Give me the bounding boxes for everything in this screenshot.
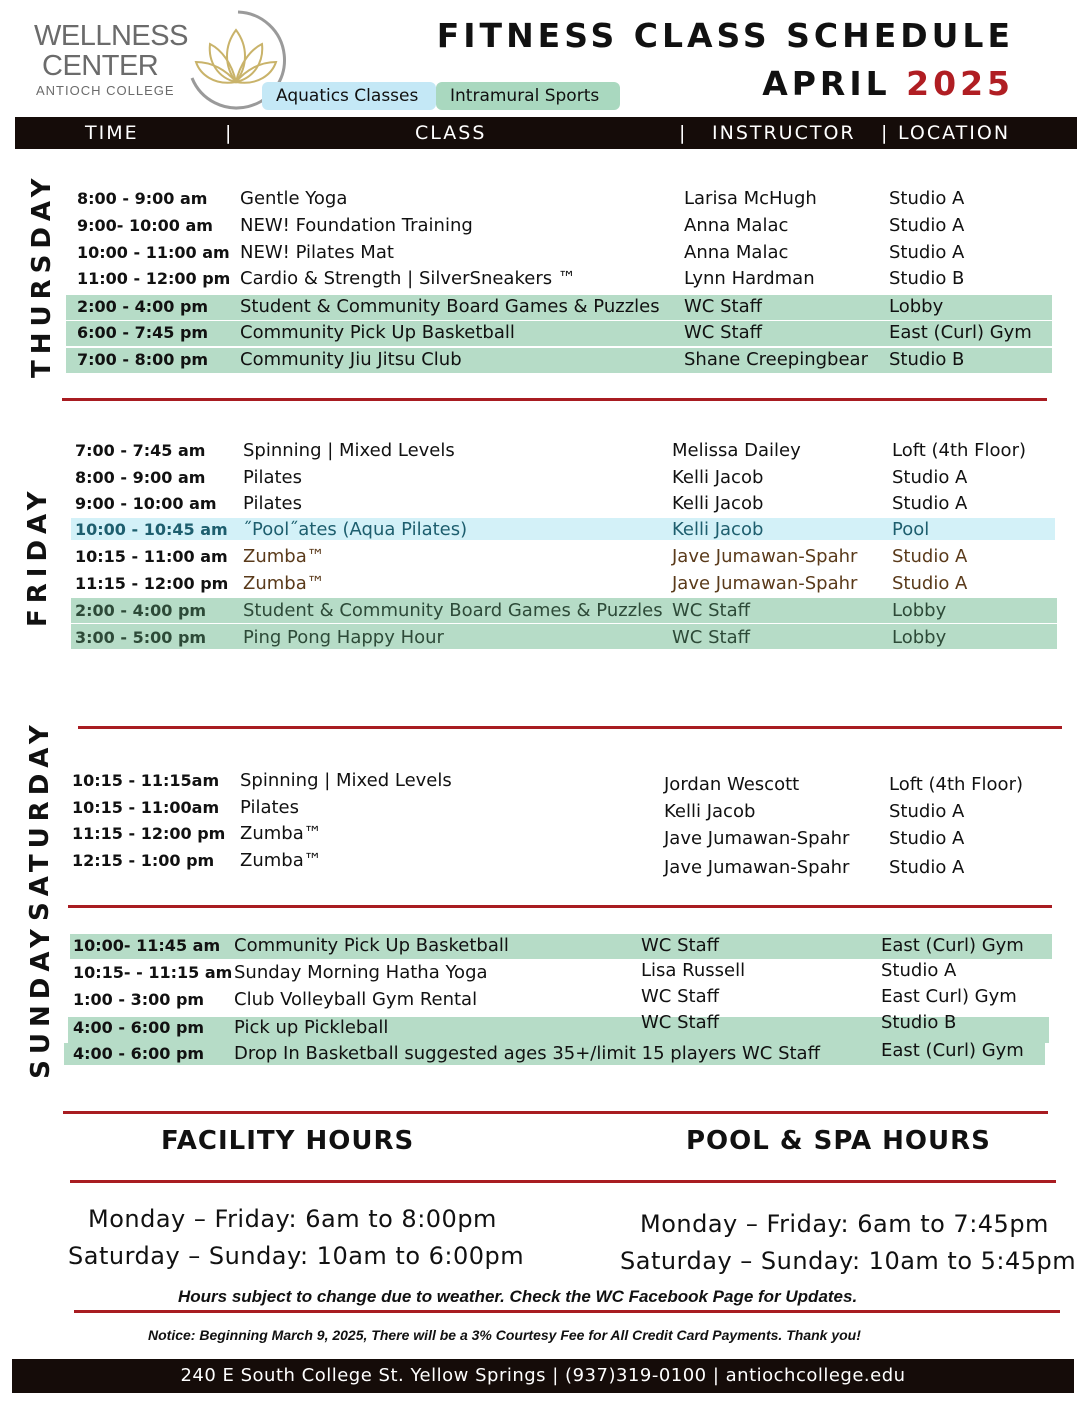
schedule-row xyxy=(0,598,1088,624)
month-label: APRIL xyxy=(762,64,891,103)
col-sep-3: | xyxy=(881,122,890,144)
footer-contact-bar: 240 E South College St. Yellow Springs | (937)319-0100 | antiochcollege.edu xyxy=(12,1359,1074,1393)
row-instructor: Jave Jumawan-Spahr xyxy=(672,573,858,594)
row-time: 3:00 - 5:00 pm xyxy=(75,628,207,647)
row-time: 7:00 - 8:00 pm xyxy=(77,350,209,369)
row-location: Studio B xyxy=(889,349,965,370)
row-time: 4:00 - 6:00 pm xyxy=(73,1044,205,1063)
pool-hours-heading: POOL & SPA HOURS xyxy=(686,1126,991,1156)
section-divider xyxy=(70,1180,1056,1183)
row-instructor: Jave Jumawan-Spahr xyxy=(664,857,850,878)
row-instructor: Kelli Jacob xyxy=(672,519,764,540)
schedule-row xyxy=(0,294,1088,320)
row-class: Spinning | Mixed Levels xyxy=(243,440,455,461)
row-location: Pool xyxy=(892,519,930,540)
row-class: Zumba™ xyxy=(240,823,322,844)
row-instructor: Jordan Wescott xyxy=(664,774,800,795)
facility-weekday-hours: Monday – Friday: 6am to 8:00pm xyxy=(88,1205,497,1233)
row-class: ˝Pool˝ates (Aqua Pilates) xyxy=(243,519,468,540)
row-location: Studio A xyxy=(881,960,957,981)
schedule-row xyxy=(0,544,1088,570)
row-location: East Curl) Gym xyxy=(881,986,1017,1007)
row-location: Studio A xyxy=(892,493,968,514)
schedule-row xyxy=(0,625,1088,651)
row-location: Lobby xyxy=(889,296,944,317)
row-time: 10:15 - 11:00 am xyxy=(75,547,228,566)
row-location: Studio A xyxy=(892,573,968,594)
schedule-row xyxy=(0,848,1088,878)
row-location: Studio B xyxy=(881,1012,957,1033)
row-location: Loft (4th Floor) xyxy=(889,774,1023,795)
row-class: Pilates xyxy=(243,467,303,488)
schedule-row xyxy=(0,438,1088,464)
row-instructor: Lynn Hardman xyxy=(684,268,815,289)
row-class: Zumba™ xyxy=(240,850,322,871)
row-class: Zumba™ xyxy=(243,573,325,594)
year-label: 2025 xyxy=(906,64,1014,103)
row-time: 10:00- 11:45 am xyxy=(73,936,221,955)
row-location: Studio A xyxy=(889,242,965,263)
row-instructor: Anna Malac xyxy=(684,215,789,236)
row-time: 10:15 - 11:00am xyxy=(72,798,220,817)
row-time: 1:00 - 3:00 pm xyxy=(73,990,205,1009)
section-divider xyxy=(68,905,1052,908)
row-time: 6:00 - 7:45 pm xyxy=(77,323,209,342)
row-instructor: Jave Jumawan-Spahr xyxy=(672,546,858,567)
wellness-center-logo xyxy=(30,8,270,112)
row-location: Studio A xyxy=(892,546,968,567)
row-instructor: Melissa Dailey xyxy=(672,440,801,461)
row-instructor: WC Staff xyxy=(672,627,751,648)
weather-note: Hours subject to change due to weather. Check the WC Facebook Page for Updates. xyxy=(178,1287,858,1306)
section-divider xyxy=(63,1111,1048,1114)
fee-notice: Notice: Beginning March 9, 2025, There will be a 3% Courtesy Fee for All Credit Card Payments. Thank you! xyxy=(148,1327,861,1343)
schedule-month xyxy=(762,64,1014,103)
row-location: Lobby xyxy=(892,600,947,621)
row-instructor: WC Staff xyxy=(641,986,720,1007)
col-sep-2: | xyxy=(679,122,688,144)
row-class: Sunday Morning Hatha Yoga xyxy=(234,962,488,983)
row-time: 11:00 - 12:00 pm xyxy=(77,269,231,288)
row-class: Pick up Pickleball xyxy=(234,1017,389,1038)
pool-weekend-hours: Saturday – Sunday: 10am to 5:45pm xyxy=(620,1247,1077,1275)
row-time: 9:00 - 10:00 am xyxy=(75,494,217,513)
row-class: Cardio & Strength | SilverSneakers ™ xyxy=(240,268,576,289)
schedule-row xyxy=(0,571,1088,597)
row-class: NEW! Pilates Mat xyxy=(240,242,394,263)
schedule-row xyxy=(0,960,1088,986)
section-divider xyxy=(78,726,1062,729)
schedule-row xyxy=(0,213,1088,239)
row-location: Studio A xyxy=(889,801,965,822)
row-instructor: WC Staff xyxy=(641,1012,720,1033)
row-class: Zumba™ xyxy=(243,546,325,567)
row-location: Studio A xyxy=(889,188,965,209)
row-time: 7:00 - 7:45 am xyxy=(75,441,206,460)
row-instructor: Kelli Jacob xyxy=(672,467,764,488)
row-instructor: Lisa Russell xyxy=(641,960,746,981)
schedule-row xyxy=(0,517,1088,543)
day-label-saturday: SATURDAY xyxy=(25,719,55,921)
schedule-row xyxy=(0,821,1088,847)
schedule-row xyxy=(0,266,1088,292)
row-instructor: WC Staff xyxy=(641,935,720,956)
day-label-sunday: SUNDAY xyxy=(26,923,56,1079)
facility-weekend-hours: Saturday – Sunday: 10am to 6:00pm xyxy=(68,1242,525,1270)
row-location: Studio A xyxy=(892,467,968,488)
schedule-row xyxy=(0,768,1088,794)
schedule-row xyxy=(0,933,1088,959)
schedule-row xyxy=(0,1041,1088,1067)
schedule-row xyxy=(0,795,1088,821)
row-location: Studio B xyxy=(889,268,965,289)
row-instructor: Kelli Jacob xyxy=(664,801,756,822)
row-time: 10:15- - 11:15 am xyxy=(73,963,233,982)
row-instructor: Anna Malac xyxy=(684,242,789,263)
row-class: Ping Pong Happy Hour xyxy=(243,627,444,648)
section-divider xyxy=(62,398,1047,401)
row-class: Community Jiu Jitsu Club xyxy=(240,349,462,370)
facility-hours-heading: FACILITY HOURS xyxy=(161,1126,415,1156)
row-location: Lobby xyxy=(892,627,947,648)
row-location: Studio A xyxy=(889,215,965,236)
legend-intramural: Intramural Sports xyxy=(436,82,620,110)
row-class: Community Pick Up Basketball xyxy=(240,322,515,343)
schedule-row xyxy=(0,186,1088,212)
section-divider xyxy=(74,1310,1060,1313)
row-class: Student & Community Board Games & Puzzles xyxy=(240,296,660,317)
col-location: LOCATION xyxy=(898,122,1011,144)
page-title: FITNESS CLASS SCHEDULE xyxy=(436,16,1014,55)
row-time: 9:00- 10:00 am xyxy=(77,216,213,235)
schedule-row xyxy=(0,491,1088,517)
row-class: Pilates xyxy=(243,493,303,514)
schedule-row xyxy=(0,320,1088,346)
row-instructor: Kelli Jacob xyxy=(672,493,764,514)
row-instructor: WC Staff xyxy=(672,600,751,621)
row-instructor: WC Staff xyxy=(684,296,763,317)
row-time: 8:00 - 9:00 am xyxy=(77,189,208,208)
schedule-row xyxy=(0,347,1088,373)
logo-line-3: ANTIOCH COLLEGE xyxy=(36,83,175,98)
legend-aquatics: Aquatics Classes xyxy=(262,82,436,110)
row-class: NEW! Foundation Training xyxy=(240,215,473,236)
column-header-bar xyxy=(15,117,1077,149)
row-time: 11:15 - 12:00 pm xyxy=(72,824,226,843)
row-time: 4:00 - 6:00 pm xyxy=(73,1018,205,1037)
day-label-friday: FRIDAY xyxy=(23,485,53,627)
row-time: 8:00 - 9:00 am xyxy=(75,468,206,487)
row-location: Loft (4th Floor) xyxy=(892,440,1026,461)
row-time: 11:15 - 12:00 pm xyxy=(75,574,229,593)
schedule-row xyxy=(0,240,1088,266)
row-class: Community Pick Up Basketball xyxy=(234,935,509,956)
col-sep-1: | xyxy=(225,122,234,144)
col-instructor: INSTRUCTOR xyxy=(712,122,856,144)
row-class: Club Volleyball Gym Rental xyxy=(234,989,478,1010)
logo-line-2: CENTER xyxy=(42,50,159,82)
row-class: Drop In Basketball suggested ages 35+/limit 15 players WC Staff xyxy=(234,1043,820,1064)
row-location: East (Curl) Gym xyxy=(889,322,1032,343)
row-class: Gentle Yoga xyxy=(240,188,348,209)
row-instructor: WC Staff xyxy=(684,322,763,343)
row-time: 2:00 - 4:00 pm xyxy=(75,601,207,620)
row-instructor: Jave Jumawan-Spahr xyxy=(664,828,850,849)
row-time: 2:00 - 4:00 pm xyxy=(77,297,209,316)
row-location: East (Curl) Gym xyxy=(881,935,1024,956)
row-location: Studio A xyxy=(889,857,965,878)
row-time: 10:15 - 11:15am xyxy=(72,771,220,790)
row-instructor: Larisa McHugh xyxy=(684,188,817,209)
day-label-thursday: THURSDAY xyxy=(27,172,57,378)
row-time: 10:00 - 10:45 am xyxy=(75,520,228,539)
row-time: 12:15 - 1:00 pm xyxy=(72,851,215,870)
row-class: Spinning | Mixed Levels xyxy=(240,770,452,791)
row-instructor: Shane Creepingbear xyxy=(684,349,868,370)
pool-weekday-hours: Monday – Friday: 6am to 7:45pm xyxy=(640,1210,1049,1238)
schedule-row xyxy=(0,465,1088,491)
col-time: TIME xyxy=(85,122,139,144)
row-location: Studio A xyxy=(889,828,965,849)
row-location: East (Curl) Gym xyxy=(881,1040,1024,1061)
row-class: Pilates xyxy=(240,797,300,818)
col-class: CLASS xyxy=(415,122,487,144)
row-class: Student & Community Board Games & Puzzles xyxy=(243,600,663,621)
logo-line-1: WELLNESS xyxy=(34,20,188,52)
row-time: 10:00 - 11:00 am xyxy=(77,243,230,262)
